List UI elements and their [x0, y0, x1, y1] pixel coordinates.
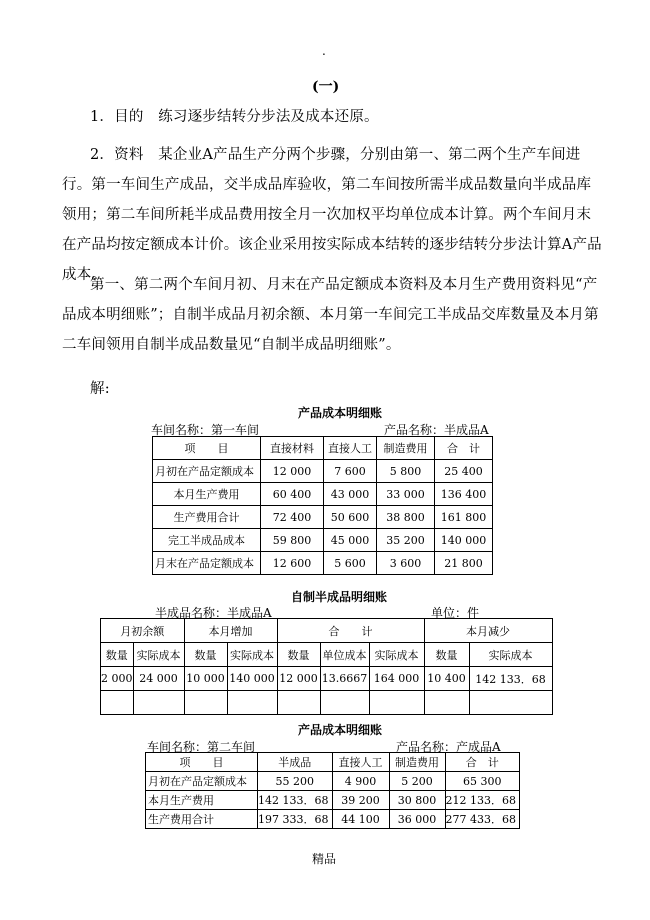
table-cell: 5 800: [377, 460, 435, 483]
section-number: (一): [312, 79, 340, 95]
paragraph-data-note: 第一、第二两个车间月初、月末在产品定额成本资料及本月生产费用资料见“产品成本明细账”；自制半成品月初余额、本月第一车间完工半成品交库数量及本月第二车间领用自制半成品数量见“自制半成品明细账”。: [62, 277, 599, 353]
header-cell: 制造费用: [389, 753, 445, 772]
header-cell: 实际成本: [227, 643, 277, 667]
table-cell: 4 900: [332, 772, 389, 791]
row-label: 生产费用合计: [146, 810, 258, 829]
table-row: [146, 810, 520, 829]
table-cell: 140 000: [227, 667, 277, 691]
table-cell: 136 400: [435, 483, 493, 506]
table-cell: 59 800: [261, 529, 324, 552]
table-row: [153, 506, 493, 529]
row-label: 月初在产品定额成本: [146, 772, 258, 791]
header-cell: 数量: [101, 643, 134, 667]
table-row: [153, 529, 493, 552]
table-cell: 13.6667: [320, 667, 369, 691]
header-cell: 数量: [184, 643, 227, 667]
table-row: [153, 460, 493, 483]
table-cell: 24 000: [133, 667, 184, 691]
header-cell: 数量: [424, 643, 469, 667]
solution-label: 解:: [90, 381, 110, 397]
table2-title: 自制半成品明细账: [291, 590, 388, 604]
table1-product: 产品名称：半成品A: [384, 423, 489, 437]
row-label: 生产费用合计: [153, 506, 261, 529]
table-cell: 142 133．68: [469, 667, 552, 691]
header-cell: 制造费用: [377, 437, 435, 460]
table-header-row: [153, 437, 493, 460]
header-cell: 单位成本: [320, 643, 369, 667]
header-cell: 合 计: [445, 753, 520, 772]
table-cell: 277 433．68: [445, 810, 520, 829]
table-cell: 12 000: [277, 667, 320, 691]
row-label: 本月生产费用: [153, 483, 261, 506]
table-cell: 33 000: [377, 483, 435, 506]
header-cell: 直接人工: [324, 437, 377, 460]
table-cell: 12 000: [261, 460, 324, 483]
table-row-empty: [101, 691, 553, 715]
header-cell: 本月减少: [424, 619, 552, 643]
table-cell: 212 133．68: [445, 791, 520, 810]
table-cell: 5 600: [324, 552, 377, 575]
table-cell: 44 100: [332, 810, 389, 829]
table-cell: 45 000: [324, 529, 377, 552]
table3-product: 产品名称：产成品A: [396, 740, 501, 754]
table-cell: 72 400: [261, 506, 324, 529]
table-cell: 164 000: [369, 667, 424, 691]
header-cell: 直接人工: [332, 753, 389, 772]
header-cell: 项 目: [146, 753, 258, 772]
table-cell: 55 200: [258, 772, 333, 791]
table-header-row: [146, 753, 520, 772]
table-cell: 50 600: [324, 506, 377, 529]
table1-workshop: 车间名称：第一车间: [151, 423, 260, 437]
group-header-row: [101, 619, 553, 643]
table3-workshop: 车间名称：第二车间: [147, 740, 256, 754]
table-row: [146, 772, 520, 791]
table-row: [153, 483, 493, 506]
paragraph-materials: 2．资料 某企业A产品生产分两个步骤，分别由第一、第二两个生产车间进行。第一车间生产成品，交半成品库验收，第二车间按所需半成品数量向半成品库领用；第二车间所耗半成品费用按全月一次加权平均单位成本计算。两个车间月末在产品均按定额成本计价。该企业采用按实际成本结转的逐步结转分步法计算A产品成本。: [62, 147, 602, 283]
table-cell: 21 800: [435, 552, 493, 575]
row-label: 月初在产品定额成本: [153, 460, 261, 483]
table-row: [146, 791, 520, 810]
table-cell: 30 800: [389, 791, 445, 810]
table-cell: 36 000: [389, 810, 445, 829]
table-cell: 5 200: [389, 772, 445, 791]
table-row: [153, 552, 493, 575]
header-cell: 实际成本: [133, 643, 184, 667]
table-cell: 142 133．68: [258, 791, 333, 810]
paragraph-purpose: 1．目的 练习逐步结转分步法及成本还原。: [90, 109, 379, 125]
table-cell: 38 800: [377, 506, 435, 529]
row-label: 完工半成品成本: [153, 529, 261, 552]
table-cell: 39 200: [332, 791, 389, 810]
table-cell: 35 200: [377, 529, 435, 552]
header-cell: 合 计: [435, 437, 493, 460]
header-cell: 数量: [277, 643, 320, 667]
row-label: 月末在产品定额成本: [153, 552, 261, 575]
cost-ledger-table-workshop1: [152, 436, 493, 575]
footer-label: 精品: [312, 852, 337, 866]
header-cell: 实际成本: [369, 643, 424, 667]
table-cell: 60 400: [261, 483, 324, 506]
cost-ledger-table-workshop2: [145, 752, 520, 829]
table-cell: 10 400: [424, 667, 469, 691]
table2-item: 半成品名称：半成品A: [155, 606, 272, 620]
table-cell: 25 400: [435, 460, 493, 483]
header-cell: 项 目: [153, 437, 261, 460]
table-cell: 43 000: [324, 483, 377, 506]
table-cell: 10 000: [184, 667, 227, 691]
header-dot: .: [322, 44, 326, 58]
table-cell: 161 800: [435, 506, 493, 529]
table-cell: 7 600: [324, 460, 377, 483]
table3-title: 产品成本明细账: [298, 723, 383, 737]
table-cell: 12 600: [261, 552, 324, 575]
table-cell: 2 000: [101, 667, 134, 691]
header-cell: 直接材料: [261, 437, 324, 460]
table-cell: 65 300: [445, 772, 520, 791]
table2-unit: 单位：件: [431, 606, 480, 620]
row-label: 本月生产费用: [146, 791, 258, 810]
table-cell: 197 333．68: [258, 810, 333, 829]
table-row: [101, 667, 553, 691]
table-cell: 3 600: [377, 552, 435, 575]
semi-finished-ledger-table: [100, 618, 553, 715]
sub-header-row: [101, 643, 553, 667]
header-cell: 本月增加: [184, 619, 277, 643]
header-cell: 月初余额: [101, 619, 185, 643]
header-cell: 合 计: [277, 619, 424, 643]
table-cell: 140 000: [435, 529, 493, 552]
table1-title: 产品成本明细账: [298, 406, 383, 420]
header-cell: 实际成本: [469, 643, 552, 667]
header-cell: 半成品: [258, 753, 333, 772]
